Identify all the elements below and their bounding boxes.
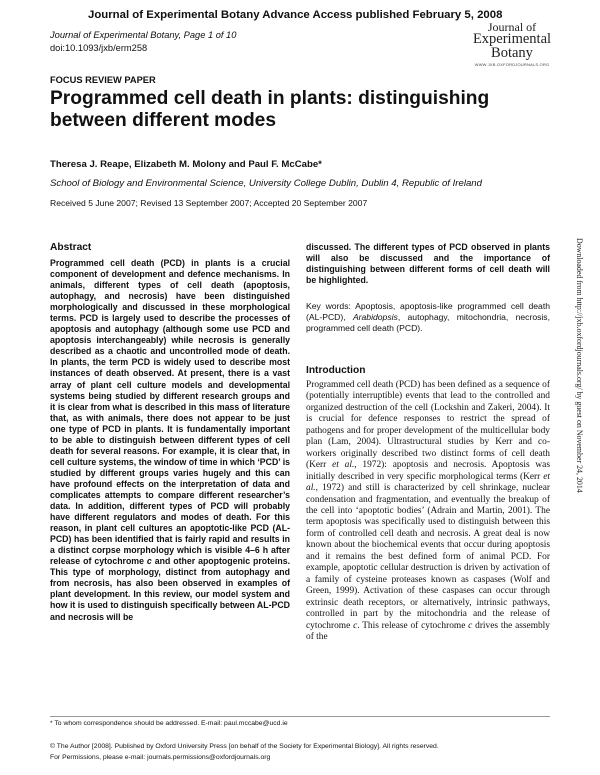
- intro-text-3: , 1972) and still is characterized by cell shrinkage, nuclear condensation and fragmentation, and eventually the breakup of the cell into ‘apoptotic bodies’ (Adrain and Martin, 2001). The term apoptosis was specifically used to distinguish between this form of controlled cell death and necrosis. A great deal is now known about the biochemical events that occur during apoptosis and it remains the best defined form of animal PCD. For example, apoptotic cellular destruction is driven by activation of a family of cysteine proteases known as caspases (Wolf and Green, 1999). Activation of these caspases can occur through extrinsic death receptors, or alternatively, intrinsic pathways, controlled in part by the mitochondria and the release of cytochrome: [306, 483, 550, 631]
- intro-etal-1: et al.: [332, 460, 355, 471]
- abstract-text-b: and other apoptogenic proteins. This type of morphology, distinct from autophagy and from necrosis, has also been observed in examples of plant development. In this review, our model system and how it is used to distinguish specifically between AL-PCD and necrosis will be: [50, 556, 290, 622]
- keywords-label: Key words:: [306, 301, 351, 311]
- intro-italic-c-2: c: [468, 620, 473, 631]
- keywords: [306, 301, 550, 334]
- received-dates: Received 5 June 2007; Revised 13 September 2007; Accepted 20 September 2007: [50, 198, 368, 208]
- logo-line-3: Botany: [491, 45, 533, 62]
- abstract-continued: discussed. The different types of PCD observed in plants will also be discussed and the importance of distinguishing between different forms of cell death will be highlighted.: [306, 242, 550, 286]
- correspondence-footnote: * To whom correspondence should be addressed. E-mail: paul.mccabe@ucd.ie: [50, 720, 288, 727]
- copyright-notice: © The Author [2008]. Published by Oxford University Press [on behalf of the Society for Experimental Biology]. All rights reserved.: [50, 743, 439, 750]
- intro-text-2: , 1972): apoptosis and necrosis. Apoptosis was initially described in very specific morphological terms (Kerr: [306, 460, 550, 482]
- paper-title: Programmed cell death in plants: distinguishing between different modes: [50, 88, 490, 131]
- introduction-body: [306, 380, 550, 643]
- authors: Theresa J. Reape, Elizabeth M. Molony and Paul F. McCabe*: [50, 159, 322, 170]
- abstract-body: [50, 258, 290, 623]
- keywords-italic: Arabidopsis: [352, 311, 398, 322]
- intro-italic-c-1: c: [353, 620, 358, 631]
- introduction-heading: Introduction: [306, 365, 366, 376]
- journal-logo: [472, 22, 552, 67]
- intro-text-5: drives the assembly of the: [306, 620, 550, 642]
- keywords-text-a: Apoptosis, apoptosis-like programmed cell death (AL-PCD),: [306, 301, 550, 322]
- logo-line-1: Journal of: [487, 20, 537, 34]
- logo-tagline: WWW.JXB.OXFORDJOURNALS.ORG: [474, 61, 550, 67]
- logo-line-2: Experimental: [472, 31, 552, 48]
- keywords-text-b: , autophagy, mitochondria, necrosis, programmed cell death (PCD).: [306, 311, 550, 333]
- doi: doi:10.1093/jxb/erm258: [50, 43, 148, 53]
- abstract-italic-c: c: [146, 556, 152, 567]
- abstract-heading: Abstract: [50, 242, 92, 253]
- intro-text-1: Programmed cell death (PCD) has been defined as a sequence of (potentially interruptible) events that lead to the controlled and organized destruction of the cell (Lockshin and Zakeri, 2004). It is crucial for defence responses to restrict the spread of pathogens and for proper development of the multicellular body plan (Lam, 2004). Ultrastructural studies by Kerr and co-workers originally described two distinct forms of cell death (Kerr: [306, 380, 550, 471]
- paper-type: FOCUS REVIEW PAPER: [50, 75, 156, 85]
- journal-citation: Journal of Experimental Botany, Page 1 of 10: [50, 30, 237, 40]
- abstract-text-a: Programmed cell death (PCD) in plants is a crucial component of development and defence mechanisms. In animals, different types of cell death (apoptosis, autophagy, and necrosis) have been distinguished morphologically and discussed in these morphological terms. PCD is largely used to describe the processes of apoptosis and autophagy (although some use PCD and apoptosis interchangeably) while necrosis is generally described as a chaotic and uncontrolled mode of death. In plants, the term PCD is widely used to describe most instances of death observed. At present, there is a vast array of plant cell culture models and developmental systems being studied by different research groups and it is clear from what is described in this mass of literature that, as with animals, there does not appear to be just one type of PCD in plants. It is fundamentally important to be able to distinguish between different types of cell death for several reasons. For example, it is clear that, in cell culture systems, the window of time in which ‘PCD’ is studied by different groups varies hugely and this can have profound effects on the interpretation of data and complicates attempts to compare different researcher’s data. In addition, different types of PCD will probably have different regulators and modes of death. For this reason, in plant cell cultures an apoptotic-like PCD (AL-PCD) has been identified that is fairly rapid and results in a distinct corpse morphology which is visible 4–6 h after release of cytochrome: [50, 258, 290, 567]
- advance-access-header: Journal of Experimental Botany Advance Access published February 5, 2008: [88, 9, 503, 21]
- footnote-divider: [50, 716, 550, 717]
- affiliation: School of Biology and Environmental Science, University College Dublin, Dublin 4, Republic of Ireland: [50, 178, 482, 189]
- download-watermark: Downloaded from http://jxb.oxfordjournals.org/ by guest on November 24, 2014: [575, 238, 584, 493]
- intro-text-4: . This release of cytochrome: [357, 620, 469, 631]
- permissions-notice: For Permissions, please e-mail: journals.permissions@oxfordjournals.org: [50, 754, 271, 761]
- intro-etal-2: et al.: [306, 471, 550, 494]
